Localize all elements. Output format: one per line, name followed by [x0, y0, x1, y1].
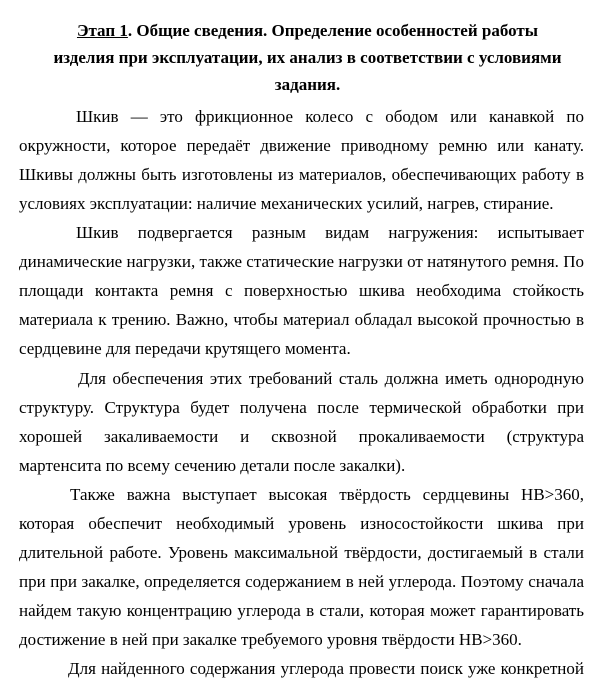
- paragraph-3-line: мартенсита по всему сечению детали после закалки).: [19, 456, 406, 475]
- paragraph-4-line: достижение в ней при закалке требуемого уровня твёрдости НВ>360.: [19, 630, 522, 649]
- paragraph-5-line: Для найденного содержания углерода провести поиск уже конкретной: [68, 659, 584, 678]
- paragraph-4-line: длительной работе. Уровень максимальной твёрдости, достигаемый в стали: [19, 543, 584, 562]
- paragraph-2-line: материала к трению. Важно, чтобы материал обладал высокой прочностью в: [19, 310, 584, 329]
- paragraph-4-line: которая обеспечит необходимый уровень износостойкости шкива при: [19, 514, 584, 533]
- paragraph-4-line: Также важна выступает высокая твёрдость сердцевины НВ>360,: [70, 485, 584, 504]
- section-heading-line-2: изделия при эксплуатации, их анализ в соответствии с условиями: [53, 48, 562, 67]
- paragraph-1-line: Шкивы должны быть изготовлены из материалов, обеспечивающих работу в: [19, 165, 584, 184]
- paragraph-3-line: хорошей закаливаемости и сквозной прокаливаемости (структура: [19, 427, 584, 446]
- paragraph-4-line: найдем такую концентрацию углерода в стали, которая может гарантировать: [19, 601, 584, 620]
- section-heading-line-3: задания.: [274, 75, 341, 94]
- paragraph-3-line: структуру. Структура будет получена после термической обработки при: [19, 398, 584, 417]
- heading-title-part: . Общие сведения. Определение особенностей работы: [127, 21, 539, 40]
- paragraph-1-line: условиях эксплуатации: наличие механических усилий, нагрев, стирание.: [19, 194, 554, 213]
- paragraph-2-line: динамические нагрузки, также статические нагрузки от натянутого ремня. По: [19, 252, 584, 271]
- paragraph-1-line: Шкив — это фрикционное колесо с ободом или канавкой по: [76, 107, 584, 126]
- paragraph-4-line: при при закалке, определяется содержанием в ней углерода. Поэтому сначала: [19, 572, 584, 591]
- paragraph-2-line: сердцевине для передачи крутящего момента.: [19, 339, 351, 358]
- paragraph-2-line: площади контакта ремня с поверхностью шкива необходима стойкость: [19, 281, 584, 300]
- paragraph-1-line: окружности, которое передаёт движение приводному ремню или канату.: [19, 136, 584, 155]
- stage-label: Этап 1: [76, 21, 128, 40]
- paragraph-3-line: Для обеспечения этих требований сталь должна иметь однородную: [78, 369, 584, 388]
- section-heading-line-1: [40, 20, 575, 41]
- paragraph-2-line: Шкив подвергается разным видам нагружения: испытывает: [76, 223, 584, 242]
